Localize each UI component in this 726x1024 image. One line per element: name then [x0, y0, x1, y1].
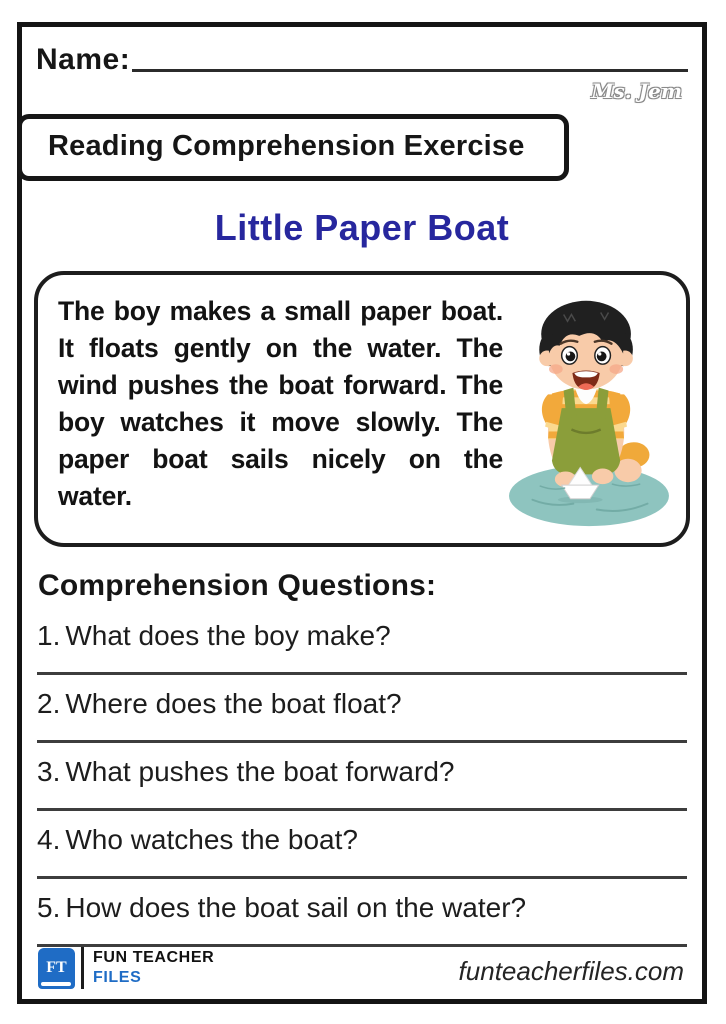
- teacher-signature: Ms. Jem: [591, 79, 682, 103]
- question-item: [37, 619, 687, 675]
- story-passage: The boy makes a small paper boat. It floats gently on the water. The wind pushes the boat forward. The boy watches it move slowly. The paper boat sails nicely on the water.: [58, 296, 503, 511]
- footer: [38, 947, 684, 989]
- question-text: What pushes the boat forward?: [65, 756, 455, 787]
- answer-line: [37, 671, 687, 675]
- answer-line: [37, 807, 687, 811]
- book-pages-decoration: [41, 982, 71, 986]
- questions-list: [37, 619, 687, 947]
- signature-row: [22, 79, 682, 105]
- story-box: [34, 271, 690, 547]
- question-number: 5.: [37, 892, 61, 923]
- name-blank-line: [132, 68, 688, 72]
- question-number: 1.: [37, 620, 61, 651]
- question-item: [37, 891, 687, 947]
- question-item: [37, 755, 687, 811]
- answer-line: [37, 875, 687, 879]
- story-title: Little Paper Boat: [214, 207, 510, 248]
- name-label: Name:: [36, 43, 131, 76]
- brand-name: FUN TEACHER: [93, 949, 215, 966]
- answer-line: [37, 739, 687, 743]
- question-item: [37, 687, 687, 743]
- question-number: 2.: [37, 688, 61, 719]
- boy-paper-boat-illustration: [503, 293, 674, 529]
- worksheet-page: [17, 22, 707, 1004]
- brand-subname: FILES: [93, 969, 142, 986]
- website-text: funteacherfiles.com: [458, 956, 684, 986]
- exercise-banner: Reading Comprehension Exercise: [17, 114, 569, 181]
- book-icon: [38, 948, 75, 989]
- brand-text: [93, 949, 214, 987]
- questions-heading: Comprehension Questions:: [38, 569, 437, 602]
- question-text: What does the boy make?: [65, 620, 391, 651]
- fun-teacher-files-logo: [38, 947, 214, 989]
- question-text: Where does the boat float?: [65, 688, 402, 719]
- question-text: Who watches the boat?: [65, 824, 358, 855]
- question-number: 3.: [37, 756, 61, 787]
- logo-monogram: FT: [46, 959, 67, 976]
- story-illustration: [503, 293, 674, 529]
- name-row: [36, 43, 688, 77]
- question-text: How does the boat sail on the water?: [65, 892, 527, 923]
- question-item: [37, 823, 687, 879]
- brand-divider: [81, 947, 84, 989]
- question-number: 4.: [37, 824, 61, 855]
